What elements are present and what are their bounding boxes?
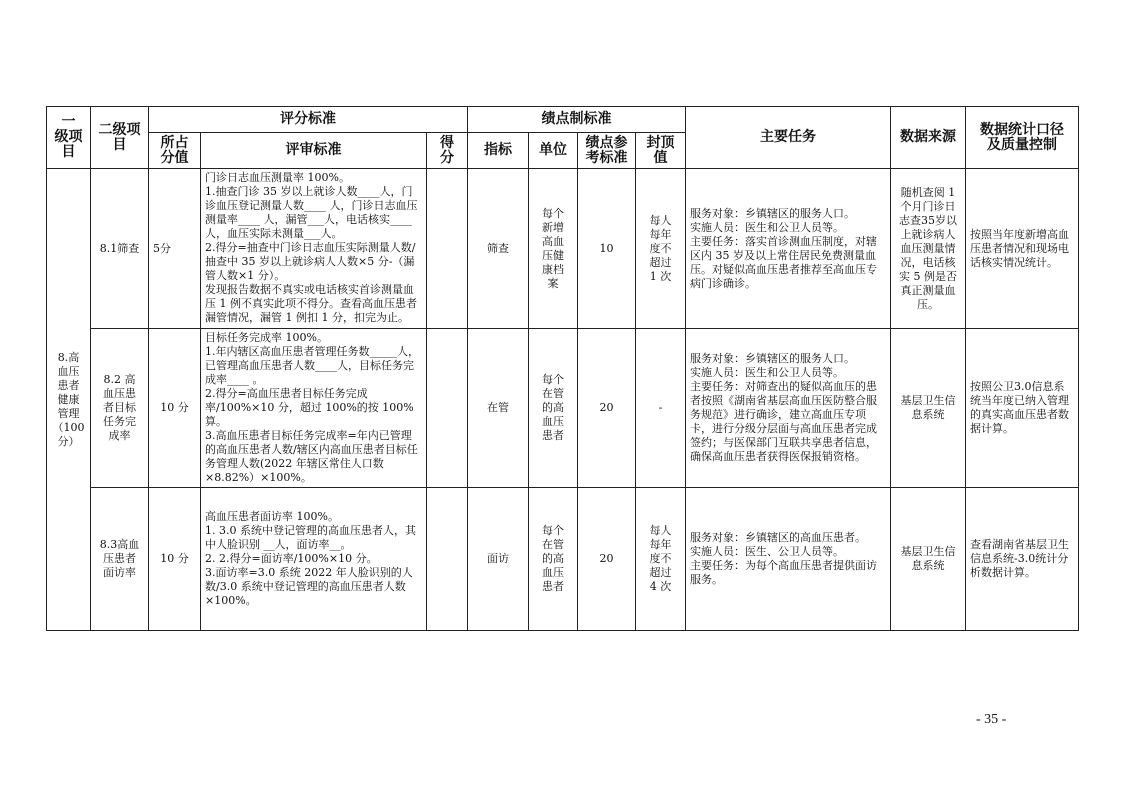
header-criteria: 评审标准: [201, 133, 427, 169]
statistics-cell: 按照公卫3.0信息系统当年度已纳入管理的真实高血压患者数据计算。: [966, 329, 1079, 488]
tasks-cell: 服务对象：乡镇辖区的服务人口。 实施人员：医生和公卫人员等。 主要任务：落实首诊测血压制度，对辖区内 35 岁及以上常住居民免费测量血压。对疑似高血压患者推荐至高血压专病门诊确诊。: [686, 169, 891, 329]
item-cell: 8.2 高 血压患 者目标 任务完 成率: [91, 329, 149, 488]
tasks-cell: 服务对象：乡镇辖区的服务人口。 实施人员：医生和公卫人员等。 主要任务：对筛查出的疑似高血压的患者按照《湖南省基层高血压医防整合服务规范》进行确诊，建立高血压专项卡，进行分级分层面与高血压患者完成签约；与医保部门互联共享患者信息，确保高血压患者获得医保报销资格。: [686, 329, 891, 488]
statistics-cell: 按照当年度新增高血压患者情况和现场电话核实情况统计。: [966, 169, 1079, 329]
header-unit: 单位: [529, 133, 578, 169]
points-cell: 10 分: [149, 488, 201, 631]
criteria-cell: 门诊日志血压测量率 100%。 1.抽查门诊 35 岁以上就诊人数____人，门诊血压登记测量人数____ 人，门诊日志血压测量率____ 人，漏管___人，电话核实____人，血压实际未测量___人。 2.得分=抽查中门诊日志血压实际测量人数/抽查中 35 岁以上就诊病人人数×5 分-（漏管人数×1 分）。 发现报告数据不真实或电话核实首诊测量血压 1 例不真实此项不得分。查看高血压患者漏管情况，漏管 1 例扣 1 分，扣完为止。: [201, 169, 427, 329]
page-number: - 35 -: [976, 712, 1007, 727]
criteria-cell: 高血压患者面访率 100%。 1. 3.0 系统中登记管理的高血压患者人，其中人脸识别 __人，面访率__。 2. 2.得分=面访率/100%×10 分。 3.面访率=3.0 系统 2022 年人脸识别的人数/3.0 系统中登记管理的高血压患者人数×100%。: [201, 488, 427, 631]
header-tasks: 主要任务: [686, 107, 891, 169]
tasks-cell: 服务对象：乡镇辖区的高血压患者。 实施人员：医生、公卫人员等。 主要任务：为每个高血压患者提供面访服务。: [686, 488, 891, 631]
header-reference: 绩点参 考标准: [578, 133, 636, 169]
header-score: 得 分: [427, 133, 468, 169]
cap-cell: 每人 每年 度不 超过 1 次: [636, 169, 686, 329]
header-level1: 一 级项 目: [47, 107, 91, 169]
header-source: 数据来源: [891, 107, 966, 169]
header-points: 所占 分值: [149, 133, 201, 169]
indicator-cell: 筛查: [468, 169, 529, 329]
reference-cell: 20: [578, 488, 636, 631]
unit-cell: 每个 在管 的高 血压 患者: [529, 488, 578, 631]
table-row: [47, 329, 1079, 488]
reference-cell: 20: [578, 329, 636, 488]
table-row: [47, 488, 1079, 631]
indicator-cell: 面访: [468, 488, 529, 631]
reference-cell: 10: [578, 169, 636, 329]
score-cell: [427, 329, 468, 488]
header-statistics: 数据统计口径 及质量控制: [966, 107, 1079, 169]
unit-cell: 每个 新增 高血 压健 康档 案: [529, 169, 578, 329]
indicator-cell: 在管: [468, 329, 529, 488]
criteria-cell: 目标任务完成率 100%。 1.年内辖区高血压患者管理任务数_____人，已管理高血压患者人数____人，目标任务完成率____ 。 2.得分=高血压患者目标任务完成率/100%×10 分，超过 100%的按 100%算。 3.高血压患者目标任务完成率=年内已管理的高血压患者人数/辖区内高血压患者目标任务管理人数(2022 年辖区常住人口数×8.82%）×100%。: [201, 329, 427, 488]
header-cap: 封顶 值: [636, 133, 686, 169]
item-cell: 8.1筛查: [91, 169, 149, 329]
unit-cell: 每个 在管 的高 血压 患者: [529, 329, 578, 488]
points-cell: 10 分: [149, 329, 201, 488]
score-cell: [427, 488, 468, 631]
statistics-cell: 查看湖南省基层卫生信息系统-3.0统计分析数据计算。: [966, 488, 1079, 631]
cap-cell: -: [636, 329, 686, 488]
table-row: [47, 169, 1079, 329]
points-cell: 5分: [149, 169, 201, 329]
score-cell: [427, 169, 468, 329]
source-cell: 随机查阅 1 个月门诊日 志查35岁以 上就诊病人 血压测量情 况，电话核 实 5 例是否 真正测量血 压。: [891, 169, 966, 329]
header-level2: 二级项 目: [91, 107, 149, 169]
category-cell: 8.高 血压 患者 健康 管理 （100 分）: [47, 169, 91, 631]
header-row-1: [47, 107, 1079, 133]
item-cell: 8.3高血 压患者 面访率: [91, 488, 149, 631]
cap-cell: 每人 每年 度不 超过 4 次: [636, 488, 686, 631]
source-cell: 基层卫生信 息系统: [891, 329, 966, 488]
header-indicator: 指标: [468, 133, 529, 169]
source-cell: 基层卫生信 息系统: [891, 488, 966, 631]
evaluation-table: [46, 106, 1079, 631]
header-performance: 绩点制标准: [468, 107, 686, 133]
header-scoring: 评分标准: [149, 107, 468, 133]
